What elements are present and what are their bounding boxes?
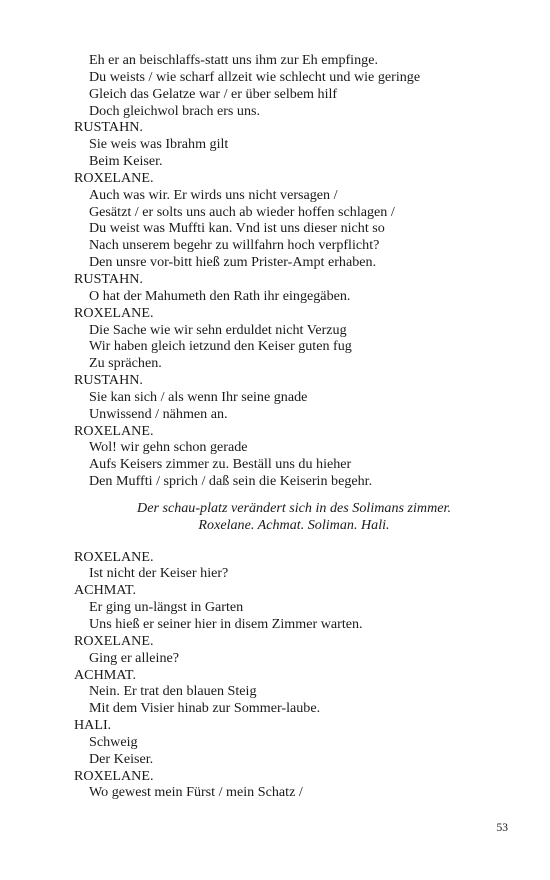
verse-line: Zu sprächen.	[89, 355, 162, 372]
page-number: 53	[496, 822, 508, 834]
verse-line: Den unsre vor-bitt hieß zum Prister-Ampt erhaben.	[89, 254, 377, 271]
verse-line: Du weists / wie scharf allzeit wie schlecht und wie geringe	[89, 68, 421, 85]
verse-line: Unwissend / nähmen an.	[89, 405, 228, 422]
verse-line: Wol! wir gehn schon gerade	[89, 439, 248, 456]
speaker-name: HALI.	[74, 717, 112, 734]
speaker-name: ROXELANE.	[74, 169, 154, 186]
text-body	[74, 52, 514, 801]
speaker-name: RUSTAHN.	[74, 119, 143, 136]
verse-line: Der Keiser.	[89, 750, 154, 767]
verse-line: Wo gewest mein Fürst / mein Schatz /	[89, 784, 303, 801]
verse-line: Doch gleichwol brach ers uns.	[89, 102, 261, 119]
speaker-name: RUSTAHN.	[74, 372, 143, 389]
verse-line: Ist nicht der Keiser hier?	[89, 565, 229, 582]
verse-line: Die Sache wie wir sehn erduldet nicht Verzug	[89, 321, 347, 338]
verse-line: Gleich das Gelatze war / er über selbem hilf	[89, 85, 338, 102]
verse-line: Gesätzt / er solts uns auch ab wieder hoffen schlagen /	[89, 203, 395, 220]
verse-line: O hat der Mahumeth den Rath ihr eingegäben.	[89, 287, 351, 304]
speaker-name: ROXELANE.	[74, 767, 154, 784]
verse-line: Schweig	[89, 733, 138, 750]
verse-line: Mit dem Visier hinab zur Sommer-laube.	[89, 700, 321, 717]
verse-line: Ging er alleine?	[89, 649, 179, 666]
speaker-name: ROXELANE.	[74, 304, 154, 321]
verse-line: Eh er an beischlaffs-statt uns ihm zur Eh empfinge.	[89, 52, 378, 68]
stage-direction: Roxelane. Achmat. Soliman. Hali.	[198, 516, 390, 533]
verse-line: Sie kan sich / als wenn Ihr seine gnade	[89, 388, 308, 405]
blank-line	[74, 490, 514, 500]
speaker-name: ROXELANE.	[74, 422, 154, 439]
verse-line: Den Muffti / sprich / daß sein die Keiserin begehr.	[89, 473, 373, 490]
blank-line	[74, 534, 514, 549]
speaker-name: ACHMAT.	[74, 666, 136, 683]
verse-line: Uns hieß er seiner hier in disem Zimmer warten.	[89, 616, 363, 632]
verse-line: Aufs Keisers zimmer zu. Beställ uns du hieher	[89, 456, 352, 473]
verse-line: Er ging un-längst in Garten	[89, 599, 244, 616]
verse-line: Nein. Er trat den blauen Steig	[89, 683, 257, 700]
verse-line: Nach unserem begehr zu willfahrn hoch verpflicht?	[89, 237, 380, 254]
speaker-name: RUSTAHN.	[74, 270, 143, 287]
speaker-name: ACHMAT.	[74, 582, 136, 599]
speaker-name: ROXELANE.	[74, 632, 154, 649]
speaker-name: ROXELANE.	[74, 548, 154, 565]
verse-line: Sie weis was Ibrahm gilt	[89, 136, 229, 153]
verse-line: Auch was wir. Er wirds uns nicht versagen /	[89, 186, 338, 203]
verse-line: Beim Keiser.	[89, 153, 163, 170]
verse-line: Wir haben gleich ietzund den Keiser guten fug	[89, 338, 352, 355]
verse-line: Du weist was Muffti kan. Vnd ist uns dieser nicht so	[89, 220, 385, 237]
stage-direction: Der schau-platz verändert sich in des Solimans zimmer.	[137, 499, 451, 516]
